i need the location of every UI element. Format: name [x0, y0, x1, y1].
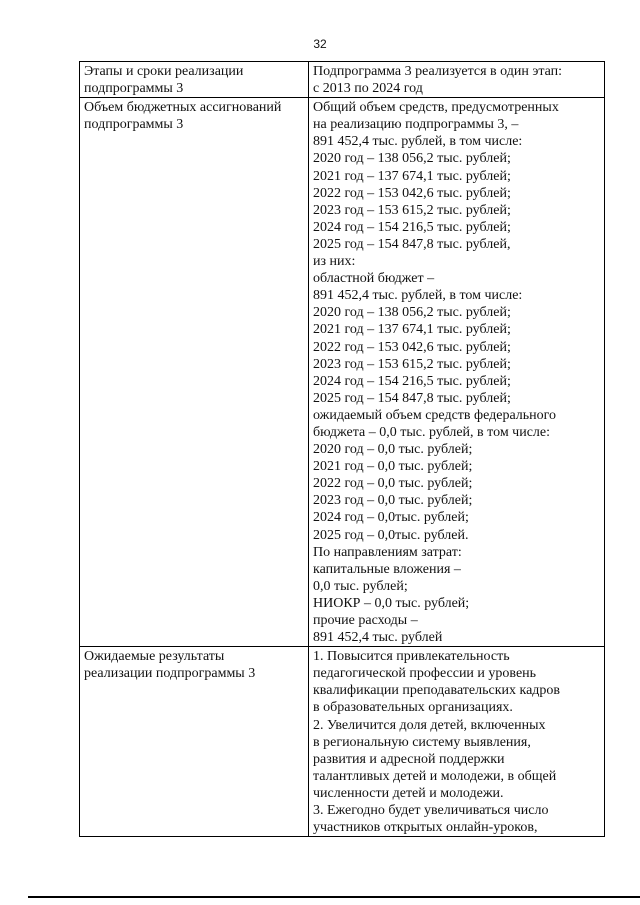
text-line: в образовательных организациях.: [313, 700, 513, 716]
text-line: педагогической профессии и уровень: [313, 666, 537, 682]
text-line: Подпрограмма 3 реализуется в один этап:: [313, 64, 563, 79]
text-line: 2025 год – 0,0тыс. рублей.: [313, 527, 469, 543]
text-line: 2022 год – 0,0 тыс. рублей;: [313, 476, 473, 492]
text-line: 3. Ежегодно будет увеличиваться число: [313, 803, 549, 819]
text-line: с 2013 по 2024 год: [313, 81, 423, 97]
table-row-stages: [80, 62, 605, 98]
text-line: развития и адресной поддержки: [313, 751, 505, 767]
text-line: 2. Увеличится доля детей, включенных: [313, 717, 546, 733]
text-line: 2024 год – 154 216,5 тыс. рублей;: [313, 373, 511, 389]
text-line: подпрограммы 3: [84, 81, 184, 97]
row-content: [309, 98, 605, 647]
text-line: бюджета – 0,0 тыс. рублей, в том числе:: [313, 424, 551, 440]
text-line: 2023 год – 0,0 тыс. рублей;: [313, 493, 473, 509]
bottom-rule: [28, 896, 640, 898]
row-label: [80, 647, 309, 837]
text-line: капитальные вложения –: [313, 561, 461, 577]
text-line: 2021 год – 137 674,1 тыс. рублей;: [313, 168, 511, 184]
text-line: 891 452,4 тыс. рублей, в том числе:: [313, 134, 523, 150]
table-row-results: [80, 647, 605, 837]
text-line: 2020 год – 0,0 тыс. рублей;: [313, 442, 473, 458]
text-line: 2025 год – 154 847,8 тыс. рублей,: [313, 236, 511, 252]
text-line: квалификации преподавательских кадров: [313, 683, 561, 699]
text-line: подпрограммы 3: [84, 117, 184, 133]
text-line: 2020 год – 138 056,2 тыс. рублей;: [313, 305, 511, 321]
text-line: областной бюджет –: [313, 271, 435, 287]
text-line: 2025 год – 154 847,8 тыс. рублей;: [313, 390, 511, 406]
text-line: Объем бюджетных ассигнований: [84, 100, 282, 116]
text-line: численности детей и молодежи.: [313, 785, 504, 801]
row-label: [80, 62, 309, 98]
text-line: По направлениям затрат:: [313, 544, 462, 560]
text-line: 2024 год – 154 216,5 тыс. рублей;: [313, 219, 511, 235]
text-line: Общий объем средств, предусмотренных: [313, 100, 559, 116]
text-line: 2020 год – 138 056,2 тыс. рублей;: [313, 151, 511, 167]
text-line: из них:: [313, 254, 356, 270]
row-content: [309, 62, 605, 98]
text-line: Ожидаемые результаты: [84, 649, 225, 665]
passport-table: [79, 61, 605, 837]
text-line: Этапы и сроки реализации: [84, 64, 244, 79]
text-line: участников открытых онлайн-уроков,: [313, 820, 538, 836]
text-line: 891 452,4 тыс. рублей: [313, 630, 443, 646]
text-line: 2022 год – 153 042,6 тыс. рублей;: [313, 339, 511, 355]
text-line: 2022 год – 153 042,6 тыс. рублей;: [313, 185, 511, 201]
page-number: 32: [313, 37, 327, 51]
text-line: 2021 год – 0,0 тыс. рублей;: [313, 459, 473, 475]
text-line: 891 452,4 тыс. рублей, в том числе:: [313, 288, 523, 304]
text-line: 0,0 тыс. рублей;: [313, 578, 408, 594]
table-row-budget: [80, 98, 605, 647]
text-line: ожидаемый объем средств федерального: [313, 407, 557, 423]
row-content: [309, 647, 605, 837]
text-line: реализации подпрограммы 3: [84, 666, 256, 682]
text-line: 2023 год – 153 615,2 тыс. рублей;: [313, 356, 511, 372]
text-line: на реализацию подпрограммы 3, –: [313, 117, 519, 133]
text-line: 1. Повысится привлекательность: [313, 649, 510, 665]
text-line: 2021 год – 137 674,1 тыс. рублей;: [313, 322, 511, 338]
text-line: 2024 год – 0,0тыс. рублей;: [313, 510, 469, 526]
text-line: в региональную систему выявления,: [313, 734, 531, 750]
text-line: 2023 год – 153 615,2 тыс. рублей;: [313, 202, 511, 218]
row-label: [80, 98, 309, 647]
text-line: прочие расходы –: [313, 613, 418, 628]
text-line: талантливых детей и молодежи, в общей: [313, 768, 557, 784]
text-line: НИОКР – 0,0 тыс. рублей;: [313, 595, 470, 611]
